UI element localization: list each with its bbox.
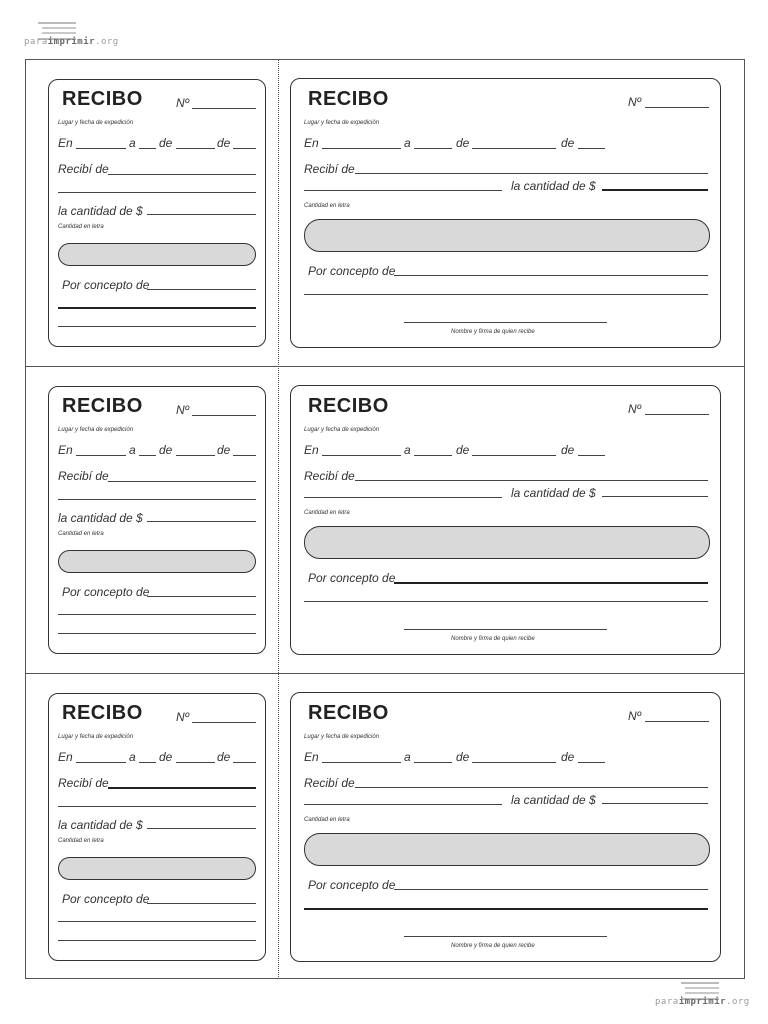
received-from-field-2[interactable]: [58, 499, 256, 500]
number-field[interactable]: [192, 722, 256, 723]
received-from-field[interactable]: [108, 787, 256, 789]
concept-field-2[interactable]: [304, 601, 708, 602]
amount-in-words-box[interactable]: [304, 219, 710, 252]
number-field[interactable]: [645, 414, 709, 415]
concept-field-3[interactable]: [58, 633, 256, 634]
number-field[interactable]: [645, 721, 709, 722]
day-field[interactable]: [139, 148, 156, 149]
month-field[interactable]: [176, 148, 215, 149]
amount-field[interactable]: [147, 828, 256, 829]
month-field[interactable]: [472, 148, 556, 149]
receipt-title: RECIBO: [308, 702, 389, 724]
concept-field[interactable]: [147, 596, 256, 597]
place-field[interactable]: [76, 762, 126, 763]
concept-field-2[interactable]: [58, 614, 256, 615]
receipt-title: RECIBO: [62, 395, 143, 417]
amount-in-words-box[interactable]: [304, 526, 710, 559]
cut-line: [25, 366, 745, 367]
place-field[interactable]: [76, 148, 126, 149]
place-date-caption: Lugar y fecha de expedición: [58, 120, 134, 126]
receipt-stub: RECIBO Nº Lugar y fecha de expedición En a de de Recibí de la cantidad de $ Cantidad en letra Por concepto de: [48, 693, 266, 961]
received-from-field-2[interactable]: [304, 497, 502, 498]
signature-line[interactable]: [404, 629, 607, 630]
signature-caption: Nombre y firma de quien recibe: [451, 329, 535, 335]
year-field[interactable]: [233, 455, 256, 456]
received-from-field[interactable]: [108, 174, 256, 175]
amount-field[interactable]: [602, 496, 708, 497]
amount-in-words-box[interactable]: [58, 243, 256, 266]
received-from-field[interactable]: [355, 787, 708, 788]
month-field[interactable]: [176, 762, 215, 763]
number-field[interactable]: [645, 107, 709, 108]
year-field[interactable]: [578, 148, 605, 149]
amount-in-words-box[interactable]: [304, 833, 710, 866]
concept-field[interactable]: [394, 889, 708, 890]
receipt-stub: RECIBO Nº Lugar y fecha de expedición En a de de Recibí de la cantidad de $ Cantidad en letra Por concepto de: [48, 79, 266, 347]
concept-field[interactable]: [147, 289, 256, 290]
receipt-title: RECIBO: [62, 702, 143, 724]
receipt-title: RECIBO: [62, 88, 143, 110]
received-from-field[interactable]: [108, 481, 256, 482]
number-label: Nº: [176, 96, 190, 110]
signature-caption: Nombre y firma de quien recibe: [451, 943, 535, 949]
receipt-title: RECIBO: [308, 88, 389, 110]
received-from-field[interactable]: [355, 480, 708, 481]
received-from-field-2[interactable]: [58, 192, 256, 193]
received-from-field-2[interactable]: [304, 190, 502, 191]
day-field[interactable]: [414, 762, 452, 763]
place-field[interactable]: [76, 455, 126, 456]
received-from-field[interactable]: [355, 173, 708, 174]
day-field[interactable]: [139, 455, 156, 456]
received-from-field-2[interactable]: [304, 804, 502, 805]
number-field[interactable]: [192, 415, 256, 416]
place-field[interactable]: [322, 455, 401, 456]
year-field[interactable]: [578, 762, 605, 763]
amount-field[interactable]: [147, 214, 256, 215]
place-field[interactable]: [322, 148, 401, 149]
year-field[interactable]: [233, 762, 256, 763]
amount-in-words-box[interactable]: [58, 857, 256, 880]
cut-line: [25, 673, 745, 674]
year-field[interactable]: [578, 455, 605, 456]
signature-line[interactable]: [404, 322, 607, 323]
concept-field-2[interactable]: [58, 307, 256, 309]
concept-field-2[interactable]: [304, 908, 708, 910]
receipt-main: RECIBO Nº Lugar y fecha de expedición En a de de Recibí de la cantidad de $ Cantidad en letra Por concepto de Nombre y firma de quien recibe: [290, 78, 721, 348]
signature-line[interactable]: [404, 936, 607, 937]
amount-field[interactable]: [602, 189, 708, 191]
concept-field-3[interactable]: [58, 326, 256, 327]
concept-field[interactable]: [147, 903, 256, 904]
concept-field-3[interactable]: [58, 940, 256, 941]
concept-field[interactable]: [394, 275, 708, 276]
concept-field-2[interactable]: [58, 921, 256, 922]
day-field[interactable]: [414, 148, 452, 149]
month-field[interactable]: [176, 455, 215, 456]
month-field[interactable]: [472, 455, 556, 456]
concept-field-2[interactable]: [304, 294, 708, 295]
concept-field[interactable]: [394, 582, 708, 584]
receipt-title: RECIBO: [308, 395, 389, 417]
month-field[interactable]: [472, 762, 556, 763]
receipt-main: RECIBO Nº Lugar y fecha de expedición En a de de Recibí de la cantidad de $ Cantidad en letra Por concepto de Nombre y firma de quien recibe: [290, 385, 721, 655]
amount-field[interactable]: [147, 521, 256, 522]
amount-in-words-box[interactable]: [58, 550, 256, 573]
receipt-main: RECIBO Nº Lugar y fecha de expedición En a de de Recibí de la cantidad de $ Cantidad en letra Por concepto de Nombre y firma de quien recibe: [290, 692, 721, 962]
signature-caption: Nombre y firma de quien recibe: [451, 636, 535, 642]
place-field[interactable]: [322, 762, 401, 763]
number-field[interactable]: [192, 108, 256, 109]
received-from-field-2[interactable]: [58, 806, 256, 807]
amount-field[interactable]: [602, 803, 708, 804]
day-field[interactable]: [414, 455, 452, 456]
receipt-stub: RECIBO Nº Lugar y fecha de expedición En a de de Recibí de la cantidad de $ Cantidad en letra Por concepto de: [48, 386, 266, 654]
cut-line-dotted: [278, 59, 279, 979]
year-field[interactable]: [233, 148, 256, 149]
day-field[interactable]: [139, 762, 156, 763]
